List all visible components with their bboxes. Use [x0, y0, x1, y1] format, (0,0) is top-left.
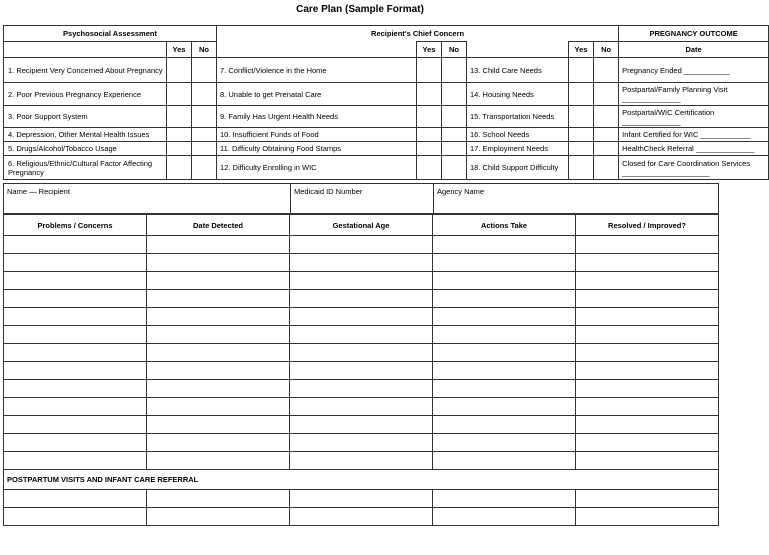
- table-row: [4, 106, 769, 128]
- table-row: [4, 398, 719, 416]
- concern-item: 16. School Needs: [467, 128, 569, 142]
- cell[interactable]: [433, 308, 576, 326]
- cell[interactable]: [576, 490, 719, 508]
- psychosocial-item: 5. Drugs/Alcohol/Tobacco Usage: [4, 142, 167, 156]
- cell[interactable]: [433, 452, 576, 470]
- no-checkbox[interactable]: [442, 128, 467, 142]
- yes-checkbox[interactable]: [569, 142, 594, 156]
- outcome-item[interactable]: Closed for Care Coordination Services _____________________: [619, 156, 769, 180]
- no-header: No: [594, 42, 619, 58]
- no-checkbox[interactable]: [192, 128, 217, 142]
- table-row: [4, 142, 769, 156]
- problems-table: [3, 214, 719, 526]
- table-row: [4, 83, 769, 106]
- cell[interactable]: [433, 272, 576, 290]
- cell[interactable]: [290, 416, 433, 434]
- cell[interactable]: [4, 362, 147, 380]
- no-checkbox[interactable]: [442, 106, 467, 128]
- no-checkbox[interactable]: [192, 156, 217, 180]
- cell[interactable]: [290, 434, 433, 452]
- cell[interactable]: [576, 362, 719, 380]
- cell[interactable]: [433, 290, 576, 308]
- cell[interactable]: [4, 452, 147, 470]
- yes-checkbox[interactable]: [417, 106, 442, 128]
- psychosocial-item: 4. Depression, Other Mental Health Issues: [4, 128, 167, 142]
- cell[interactable]: [433, 398, 576, 416]
- cell[interactable]: [576, 290, 719, 308]
- cell[interactable]: [147, 434, 290, 452]
- no-checkbox[interactable]: [192, 106, 217, 128]
- medicaid-id-field[interactable]: Medicaid ID Number: [291, 184, 434, 214]
- cell[interactable]: [147, 254, 290, 272]
- yes-checkbox[interactable]: [417, 83, 442, 106]
- yes-checkbox[interactable]: [569, 128, 594, 142]
- cell[interactable]: [433, 344, 576, 362]
- concern-item: 17. Employment Needs: [467, 142, 569, 156]
- problems-header: Problems / Concerns: [4, 215, 147, 236]
- cell[interactable]: [147, 344, 290, 362]
- cell[interactable]: [4, 236, 147, 254]
- concern-item: 10. Insufficient Funds of Food: [217, 128, 417, 142]
- yes-checkbox[interactable]: [417, 142, 442, 156]
- no-checkbox[interactable]: [594, 58, 619, 83]
- cell[interactable]: [4, 434, 147, 452]
- no-checkbox[interactable]: [594, 142, 619, 156]
- cell[interactable]: [4, 290, 147, 308]
- no-header: No: [192, 42, 217, 58]
- cell[interactable]: [576, 398, 719, 416]
- cell[interactable]: [4, 254, 147, 272]
- cell[interactable]: [4, 380, 147, 398]
- cell[interactable]: [4, 308, 147, 326]
- yes-checkbox[interactable]: [569, 58, 594, 83]
- no-checkbox[interactable]: [594, 156, 619, 180]
- no-checkbox[interactable]: [442, 83, 467, 106]
- cell[interactable]: [290, 344, 433, 362]
- yes-checkbox[interactable]: [569, 106, 594, 128]
- cell[interactable]: [290, 290, 433, 308]
- outcome-item[interactable]: Postpartal/WIC Certification ______________: [619, 106, 769, 128]
- cell[interactable]: [433, 416, 576, 434]
- cell[interactable]: [433, 236, 576, 254]
- no-checkbox[interactable]: [442, 156, 467, 180]
- cell[interactable]: [576, 272, 719, 290]
- cell[interactable]: [4, 344, 147, 362]
- no-checkbox[interactable]: [192, 142, 217, 156]
- gestational-age-header: Gestational Age: [290, 215, 433, 236]
- cell[interactable]: [290, 254, 433, 272]
- psychosocial-item: 2. Poor Previous Pregnancy Experience: [4, 83, 167, 106]
- yes-checkbox[interactable]: [417, 156, 442, 180]
- table-row: [4, 272, 719, 290]
- cell[interactable]: [290, 508, 433, 526]
- concern-item: 18. Child Support Difficulty: [467, 156, 569, 180]
- concern-item: 8. Unable to get Prenatal Care: [217, 83, 417, 106]
- concern-item: 11. Difficulty Obtaining Food Stamps: [217, 142, 417, 156]
- table-row: [4, 490, 719, 508]
- yes-checkbox[interactable]: [569, 83, 594, 106]
- postpartum-section-title: POSTPARTUM VISITS AND INFANT CARE REFERRAL: [4, 470, 719, 490]
- cell[interactable]: [433, 380, 576, 398]
- cell[interactable]: [433, 508, 576, 526]
- assessment-table: [3, 25, 769, 180]
- date-detected-header: Date Detected: [147, 215, 290, 236]
- cell[interactable]: [147, 290, 290, 308]
- cell[interactable]: [4, 272, 147, 290]
- cell[interactable]: [4, 416, 147, 434]
- yes-checkbox[interactable]: [167, 83, 192, 106]
- table-row: [4, 344, 719, 362]
- cell[interactable]: [290, 398, 433, 416]
- cell[interactable]: [147, 398, 290, 416]
- yes-header: Yes: [417, 42, 442, 58]
- concern-item: 14. Housing Needs: [467, 83, 569, 106]
- cell[interactable]: [4, 490, 147, 508]
- cell[interactable]: [433, 326, 576, 344]
- cell[interactable]: [147, 416, 290, 434]
- concern-item: 7. Conflict/Violence in the Home: [217, 58, 417, 83]
- yes-checkbox[interactable]: [167, 142, 192, 156]
- yes-checkbox[interactable]: [167, 58, 192, 83]
- cell[interactable]: [576, 416, 719, 434]
- concern-item: 13. Child Care Needs: [467, 58, 569, 83]
- cell[interactable]: [290, 490, 433, 508]
- cell[interactable]: [147, 380, 290, 398]
- no-checkbox[interactable]: [594, 106, 619, 128]
- no-checkbox[interactable]: [594, 128, 619, 142]
- table-row: [4, 326, 719, 344]
- psychosocial-item: 1. Recipient Very Concerned About Pregnancy: [4, 58, 167, 83]
- table-row: [4, 434, 719, 452]
- cell[interactable]: [290, 326, 433, 344]
- yes-checkbox[interactable]: [417, 58, 442, 83]
- table-row: [4, 362, 719, 380]
- cell[interactable]: [147, 326, 290, 344]
- cell[interactable]: [4, 508, 147, 526]
- cell[interactable]: [576, 452, 719, 470]
- actions-header: Actions Take: [433, 215, 576, 236]
- table-row: [4, 156, 769, 180]
- cell[interactable]: [290, 362, 433, 380]
- agency-name-field[interactable]: Agency Name: [434, 184, 719, 214]
- cell[interactable]: [147, 490, 290, 508]
- outcome-item[interactable]: HealthCheck Referral ______________: [619, 142, 769, 156]
- cell[interactable]: [4, 326, 147, 344]
- psychosocial-item: 6. Religious/Ethnic/Cultural Factor Affecting Pregnancy: [4, 156, 167, 180]
- blank-cell: [467, 42, 569, 58]
- psychosocial-item: 3. Poor Support System: [4, 106, 167, 128]
- cell[interactable]: [576, 434, 719, 452]
- table-row: [4, 290, 719, 308]
- blank-cell: [4, 42, 167, 58]
- cell[interactable]: [147, 362, 290, 380]
- concern-item: 9. Family Has Urgent Health Needs: [217, 106, 417, 128]
- yes-checkbox[interactable]: [417, 128, 442, 142]
- table-row: [4, 236, 719, 254]
- cell[interactable]: [147, 236, 290, 254]
- table-row: [4, 452, 719, 470]
- recipient-info-table: [3, 183, 719, 214]
- cell[interactable]: [576, 380, 719, 398]
- chief-concern-header: Recipient's Chief Concern: [217, 26, 619, 42]
- no-checkbox[interactable]: [192, 83, 217, 106]
- cell[interactable]: [433, 362, 576, 380]
- outcome-item[interactable]: Pregnancy Ended ___________: [619, 58, 769, 83]
- concern-item: 12. Difficulty Enrolling in WIC: [217, 156, 417, 180]
- outcome-item[interactable]: Infant Certified for WIC ____________: [619, 128, 769, 142]
- table-row: [4, 416, 719, 434]
- cell[interactable]: [290, 308, 433, 326]
- no-checkbox[interactable]: [594, 83, 619, 106]
- form-title: Care Plan (Sample Format): [296, 4, 424, 15]
- yes-checkbox[interactable]: [569, 156, 594, 180]
- table-row: [4, 128, 769, 142]
- cell[interactable]: [147, 508, 290, 526]
- cell[interactable]: [576, 254, 719, 272]
- cell[interactable]: [4, 398, 147, 416]
- yes-header: Yes: [167, 42, 192, 58]
- cell[interactable]: [576, 236, 719, 254]
- cell[interactable]: [290, 452, 433, 470]
- outcome-item[interactable]: Postpartal/Family Planning Visit ______________: [619, 83, 769, 106]
- table-row: [4, 58, 769, 83]
- cell[interactable]: [147, 308, 290, 326]
- blank-cell: [217, 42, 417, 58]
- cell[interactable]: [576, 508, 719, 526]
- resolved-header: Resolved / Improved?: [576, 215, 719, 236]
- no-header: No: [442, 42, 467, 58]
- cell[interactable]: [576, 326, 719, 344]
- date-header: Date: [619, 42, 769, 58]
- yes-checkbox[interactable]: [167, 156, 192, 180]
- table-row: [4, 308, 719, 326]
- table-row: [4, 508, 719, 526]
- recipient-name-field[interactable]: Name — Recipient: [4, 184, 291, 214]
- psychosocial-header: Psychosocial Assessment: [4, 26, 217, 42]
- cell[interactable]: [433, 434, 576, 452]
- table-row: [4, 380, 719, 398]
- cell[interactable]: [576, 308, 719, 326]
- cell[interactable]: [147, 272, 290, 290]
- cell[interactable]: [290, 380, 433, 398]
- yes-checkbox[interactable]: [167, 106, 192, 128]
- yes-header: Yes: [569, 42, 594, 58]
- cell[interactable]: [576, 344, 719, 362]
- table-row: [4, 254, 719, 272]
- cell[interactable]: [433, 490, 576, 508]
- outcome-header: PREGNANCY OUTCOME: [619, 26, 769, 42]
- concern-item: 15. Transportation Needs: [467, 106, 569, 128]
- cell[interactable]: [147, 452, 290, 470]
- cell[interactable]: [433, 254, 576, 272]
- yes-checkbox[interactable]: [167, 128, 192, 142]
- no-checkbox[interactable]: [192, 58, 217, 83]
- cell[interactable]: [290, 236, 433, 254]
- no-checkbox[interactable]: [442, 58, 467, 83]
- no-checkbox[interactable]: [442, 142, 467, 156]
- cell[interactable]: [290, 272, 433, 290]
